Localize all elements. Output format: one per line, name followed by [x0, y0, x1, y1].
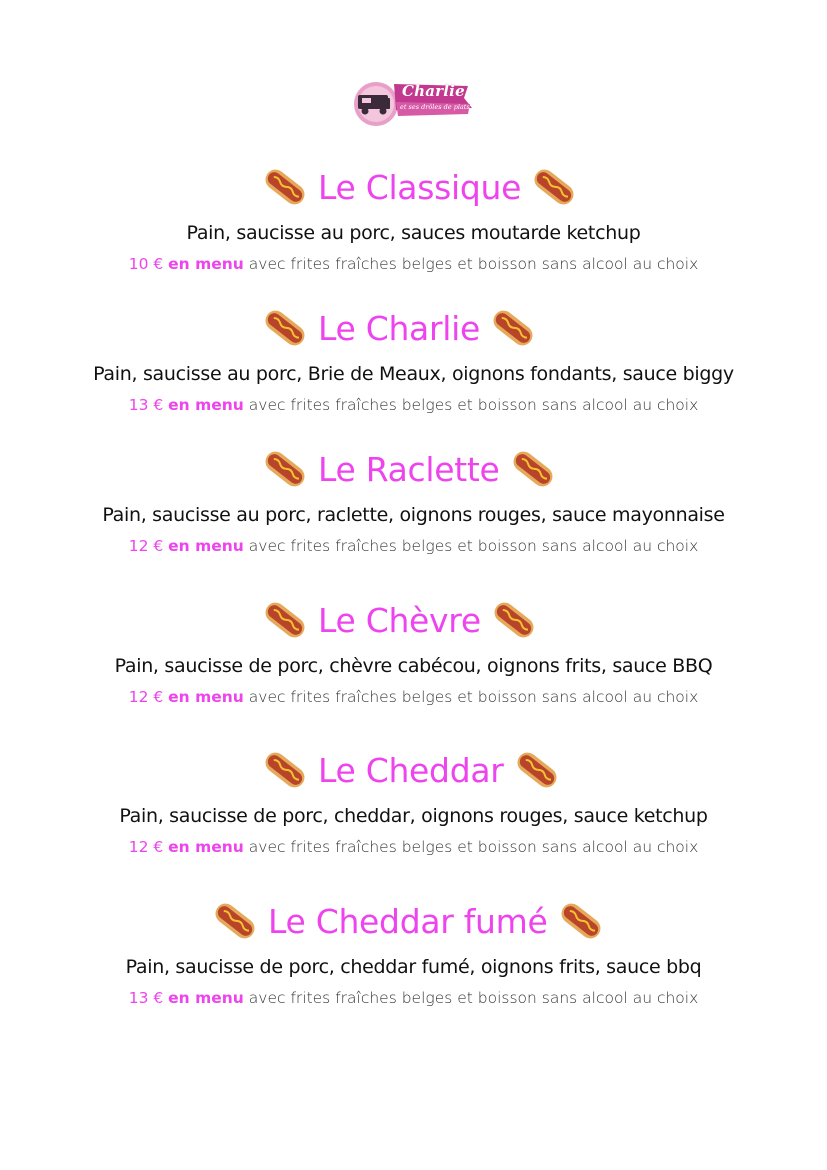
logo: [350, 78, 476, 130]
item-name: Le Raclette: [318, 449, 500, 489]
item-title-row: [262, 595, 537, 645]
item-name: Le Cheddar fumé: [268, 901, 548, 941]
logo-name: Charlie: [402, 82, 465, 100]
menu-extras: avec frites fraîches belges et boisson sans alcool au choix: [248, 537, 699, 555]
item-price: 12 €: [128, 838, 164, 856]
menu-label: en menu: [168, 688, 244, 706]
item-title-row: [262, 444, 556, 494]
logo-tagline: et ses drôles de plats: [400, 103, 470, 111]
item-price-line: [0, 537, 827, 555]
menu-extras: avec frites fraîches belges et boisson sans alcool au choix: [248, 688, 699, 706]
menu-extras: avec frites fraîches belges et boisson sans alcool au choix: [248, 838, 699, 856]
item-price: 13 €: [128, 396, 164, 414]
item-price-line: [0, 989, 827, 1007]
item-price: 12 €: [128, 688, 164, 706]
item-description: Pain, saucisse au porc, sauces moutarde ketchup: [186, 222, 641, 244]
item-title-row: [212, 896, 604, 946]
item-description: Pain, saucisse de porc, cheddar fumé, oignons frits, sauce bbq: [125, 956, 702, 978]
item-name: Le Charlie: [318, 308, 480, 348]
menu-extras: avec frites fraîches belges et boisson sans alcool au choix: [248, 255, 699, 273]
item-price-line: [0, 838, 827, 856]
item-price-line: [0, 396, 827, 414]
item-title-row: [262, 162, 577, 212]
hotdog-icon: [212, 898, 258, 944]
menu-label: en menu: [168, 537, 244, 555]
menu-extras: avec frites fraîches belges et boisson sans alcool au choix: [248, 989, 699, 1007]
item-price: 13 €: [128, 989, 164, 1007]
hotdog-icon: [510, 446, 556, 492]
menu-label: en menu: [168, 838, 244, 856]
menu-label: en menu: [168, 396, 244, 414]
menu-label: en menu: [168, 255, 244, 273]
item-description: Pain, saucisse au porc, Brie de Meaux, oignons fondants, sauce biggy: [93, 363, 734, 385]
menu-label: en menu: [168, 989, 244, 1007]
item-description: Pain, saucisse de porc, chèvre cabécou, oignons frits, sauce BBQ: [114, 655, 713, 677]
item-price-line: [0, 255, 827, 273]
hotdog-icon: [262, 597, 308, 643]
hotdog-icon: [490, 305, 536, 351]
item-price: 10 €: [128, 255, 164, 273]
item-name: Le Cheddar: [318, 750, 504, 790]
item-price-line: [0, 688, 827, 706]
item-description: Pain, saucisse de porc, cheddar, oignons rouges, sauce ketchup: [119, 805, 708, 827]
hotdog-icon: [531, 164, 577, 210]
hotdog-icon: [558, 898, 604, 944]
item-name: Le Chèvre: [318, 600, 481, 640]
item-price: 12 €: [128, 537, 164, 555]
item-name: Le Classique: [318, 167, 522, 207]
hotdog-icon: [262, 164, 308, 210]
hotdog-icon: [262, 747, 308, 793]
item-description: Pain, saucisse au porc, raclette, oignons rouges, sauce mayonnaise: [102, 504, 725, 526]
hotdog-icon: [491, 597, 537, 643]
hotdog-icon: [514, 747, 560, 793]
hotdog-icon: [262, 305, 308, 351]
item-title-row: [262, 745, 560, 795]
item-title-row: [262, 303, 536, 353]
menu-extras: avec frites fraîches belges et boisson sans alcool au choix: [248, 396, 699, 414]
hotdog-icon: [262, 446, 308, 492]
